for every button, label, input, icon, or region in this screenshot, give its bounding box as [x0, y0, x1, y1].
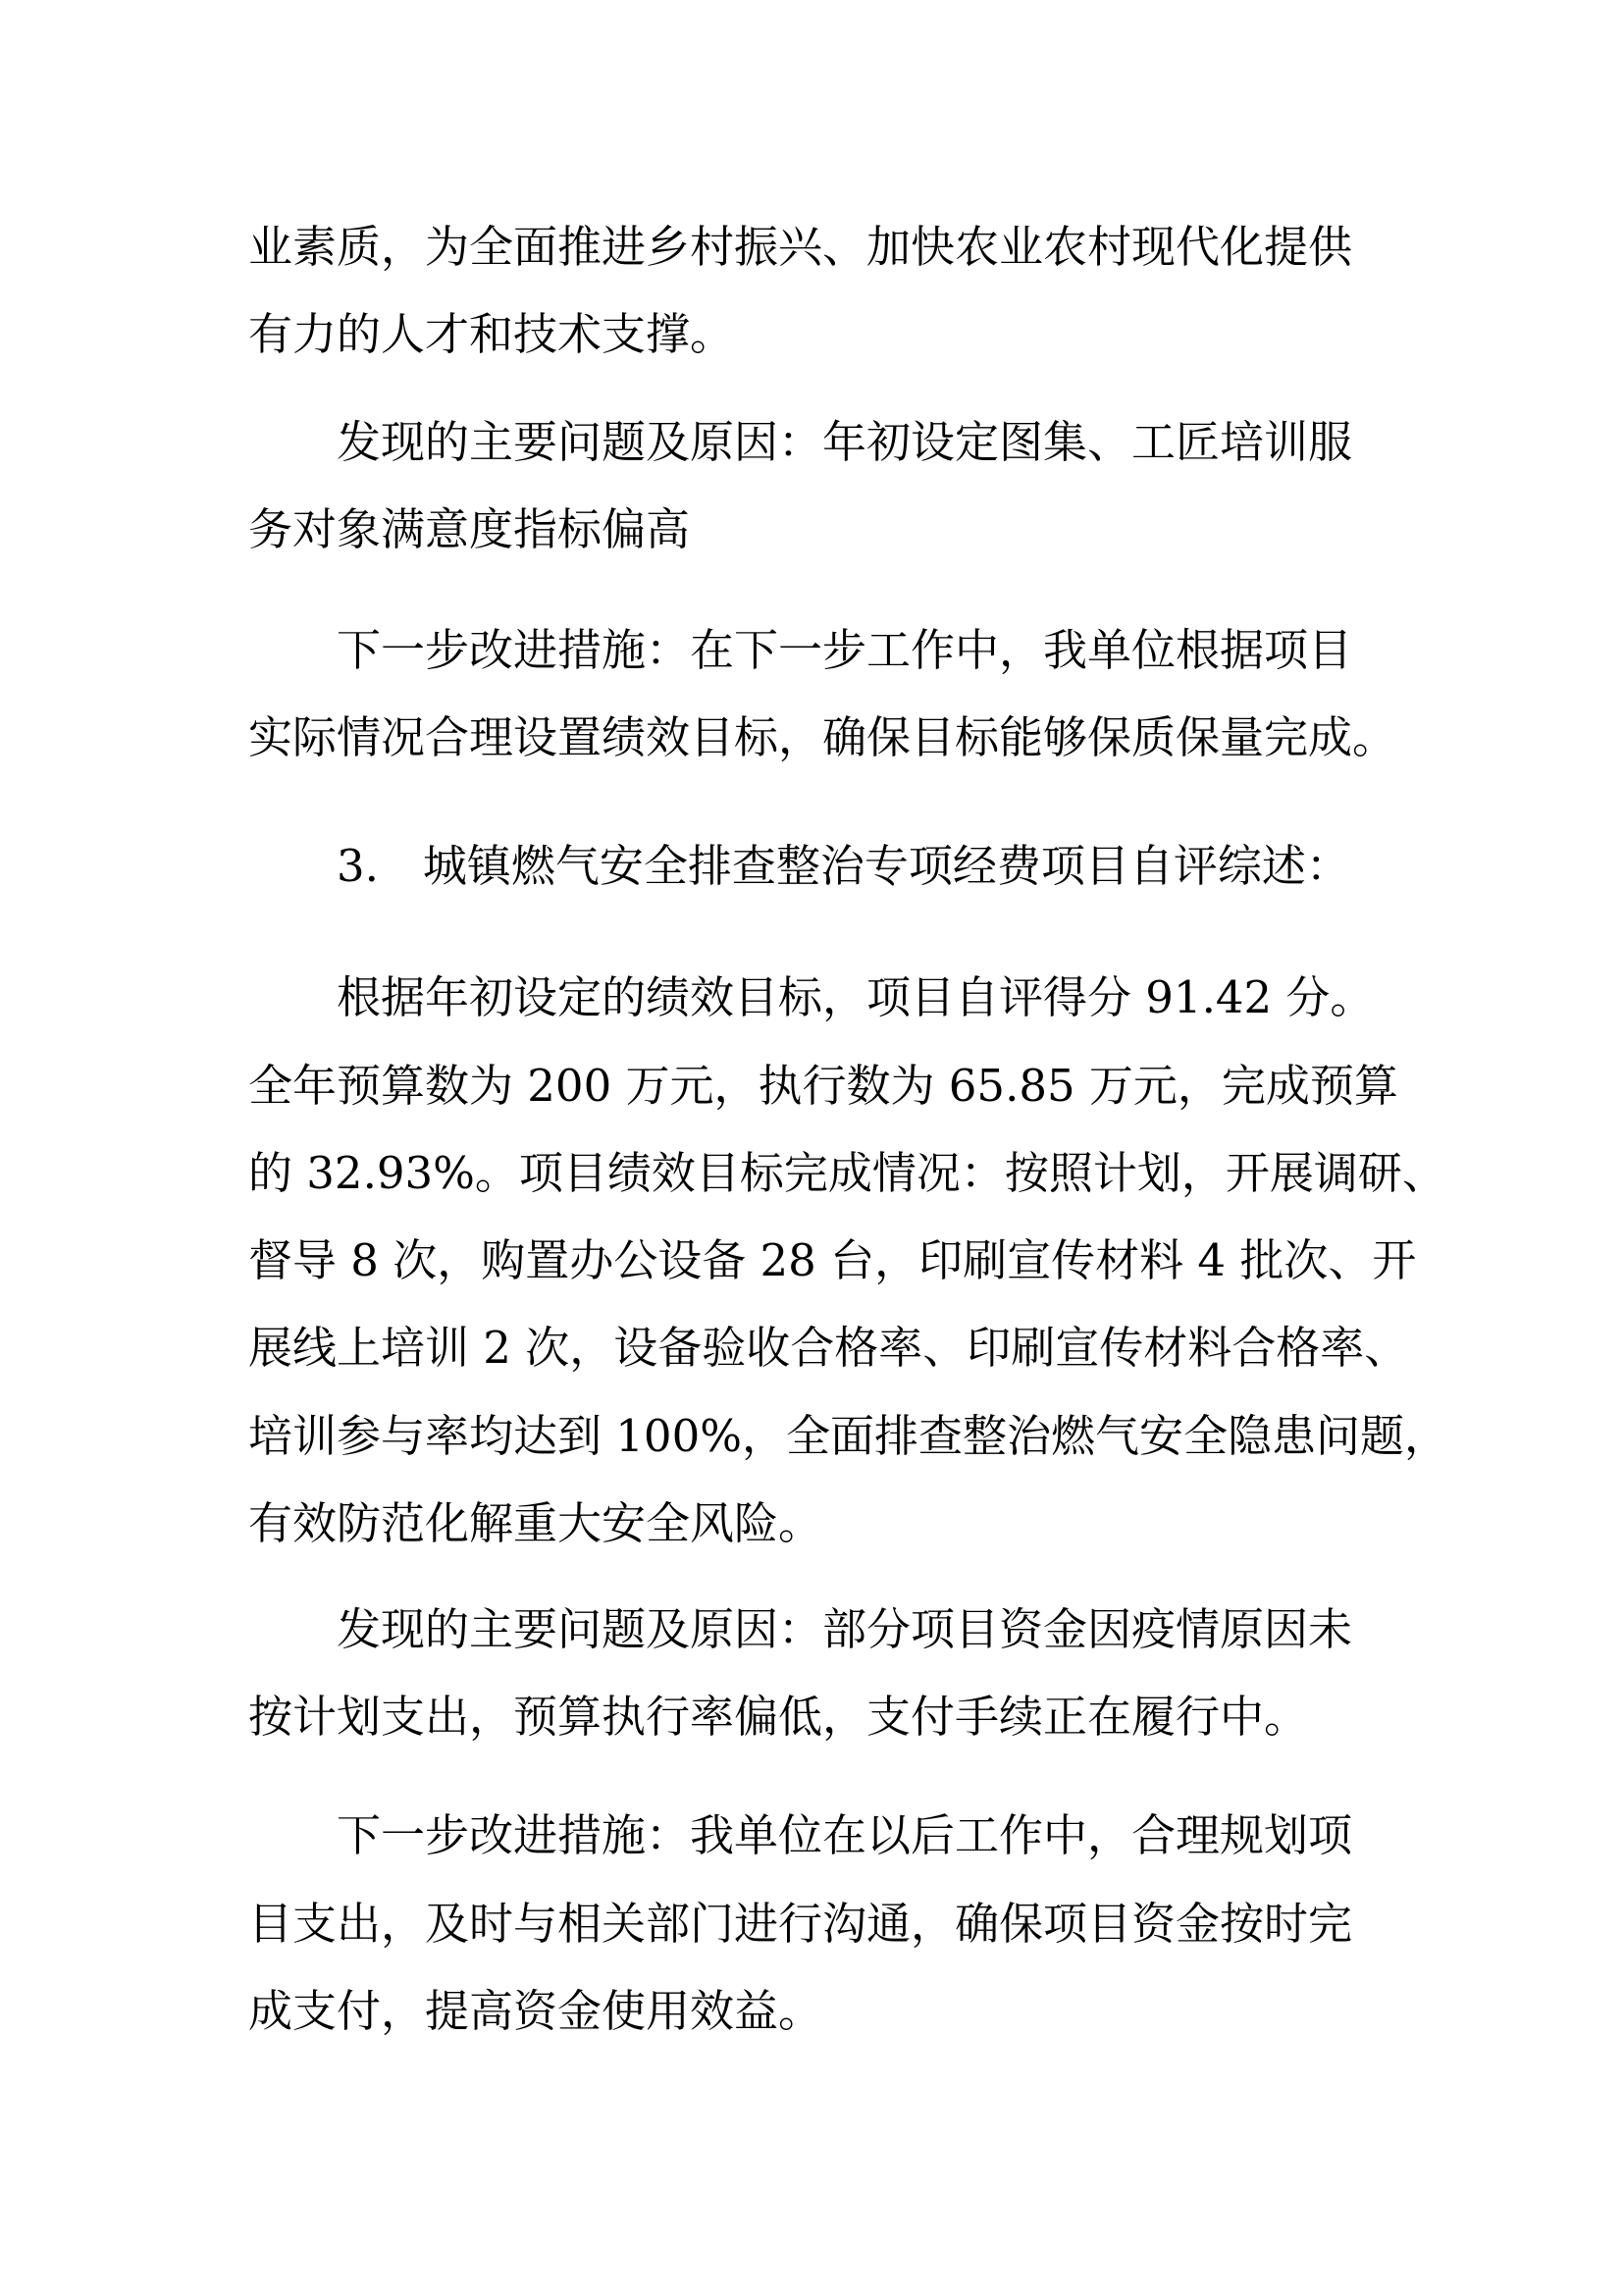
text-line-4: 务对象满意度指标偏高 — [248, 503, 691, 555]
text-line-1: 业素质，为全面推进乡村振兴、加快农业农村现代化提供 — [248, 221, 1353, 273]
text-line-15: 发现的主要问题及原因：部分项目资金因疫情原因未 — [337, 1603, 1353, 1655]
text-line-18: 目支出，及时与相关部门进行沟通，确保项目资金按时完 — [248, 1898, 1353, 1950]
text-line-16: 按计划支出，预算执行率偏低，支付手续正在履行中。 — [248, 1691, 1309, 1743]
text-line-17: 下一步改进措施：我单位在以后工作中，合理规划项 — [337, 1809, 1353, 1861]
text-line-10: 的 32.93%。项目绩效目标完成情况：按照计划，开展调研、 — [248, 1147, 1446, 1199]
text-line-13: 培训参与率均达到 100%，全面排查整治燃气安全隐患问题， — [248, 1410, 1448, 1462]
text-line-11: 督导 8 次，购置办公设备 28 台，印刷宣传材料 4 批次、开 — [248, 1234, 1417, 1286]
text-line-3: 发现的主要问题及原因：年初设定图集、工匠培训服 — [337, 416, 1353, 468]
text-line-5: 下一步改进措施：在下一步工作中，我单位根据项目 — [337, 624, 1353, 676]
text-line-2: 有力的人才和技术支撑。 — [248, 308, 735, 360]
text-line-8: 根据年初设定的绩效目标，项目自评得分 91.42 分。 — [337, 971, 1375, 1023]
text-line-9: 全年预算数为 200 万元，执行数为 65.85 万元，完成预算 — [248, 1060, 1398, 1112]
text-line-14: 有效防范化解重大安全风险。 — [248, 1497, 823, 1549]
section-heading: 3. 城镇燃气安全排查整治专项经费项目自评综述： — [337, 840, 1350, 892]
text-line-19: 成支付，提高资金使用效益。 — [248, 1985, 823, 2037]
text-line-6: 实际情况合理设置绩效目标，确保目标能够保质保量完成。 — [248, 711, 1397, 763]
text-line-12: 展线上培训 2 次，设备验收合格率、印刷宣传材料合格率、 — [248, 1322, 1409, 1374]
